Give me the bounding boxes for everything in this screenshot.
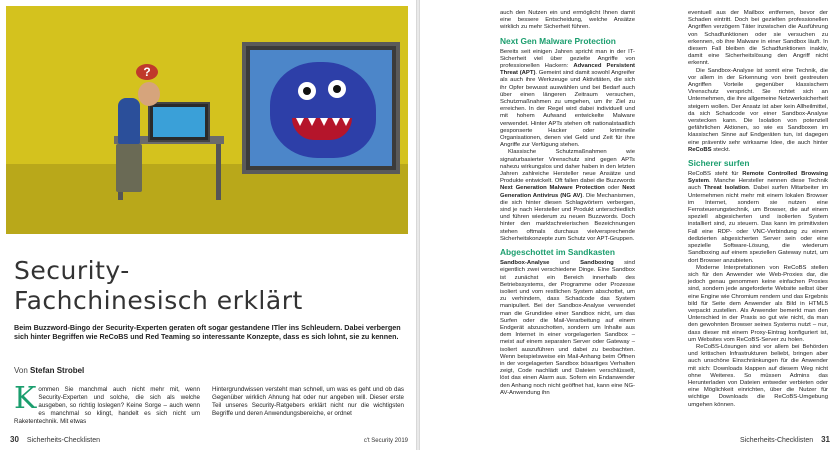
article-headline (14, 256, 404, 316)
right-column-2 (688, 10, 828, 409)
illustration-monitor (148, 102, 210, 142)
article-lead: Beim Buzzword-Bingo der Security-Experten geraten oft sogar gestandene ITler ins Schleudern. Dabei verbergen sich hinter Begriffen wie ReCoBS und Red Teaming so interessante Konzepte, dass es sich lohnt, sie zu kennen. (14, 323, 401, 341)
section-heading-next-gen: Next Gen Malware Protection (500, 35, 616, 46)
paragraph: ReCoBS-Lösungen sind vor allem bei Behörden und kritischen Infrastrukturen beliebt, bringen aber auch unschöne Einschränkungen für die Anwender mit sich: Downloads klappen auf diesem Weg nicht ohne Weiteres. So müssen Admins das Herunterladen von Dateien entweder verbieten oder eine Möglichkeit einrichten, über die Nutzer für wichtige Downloads die ReCoBS-Umgebung umgehen können. (688, 343, 828, 408)
page-number: 30 (10, 435, 19, 444)
folio-brand: c't Security 2019 (363, 438, 408, 444)
paragraph: Moderne Interpretationen von ReCoBS stellen sich für den Anwender wie Web-Proxies dar, die jedoch genau genommen keine einfachen Proxies sind, sondern jede angeforderte Website selbst über eine Engine wie Chromium rendern und das Ergebnis bild für Seite dem Anwender als Bild in HTML5 verpackt zustellen. Als Anwender bemerkt man den Unterschied in der Praxis so gut wie nicht, da man den gewohnten Browser seines Systems nutzt – nur, dass dieser mit einem Proxy-Eintrag konfiguriert ist, um Websites vom ReCoBS-Server zu holen. (688, 264, 828, 343)
monster-figure (270, 62, 376, 158)
author-prefix: Von (14, 366, 28, 375)
left-folio (10, 435, 100, 444)
folio-title: Sicherheits-Checklisten (739, 437, 814, 444)
headline-line-1: Security- (14, 256, 130, 285)
section-heading-surfen: Sicherer surfen (688, 158, 750, 169)
author-name: Stefan Strobel (30, 366, 85, 375)
illustration-floor (6, 164, 408, 234)
right-column-1 (500, 10, 635, 397)
body-column-2: Hintergrundwissen versteht man schnell, um was es geht und ob das Gegenüber wirklich Ahnung hat oder nur angeben will. Dieser erste Teil unseres Security-Ratgebers erklärt nicht nur die wichtigsten Begriffe und deren Anwendungsbereiche, er ordnet (212, 386, 404, 417)
paragraph: Bereits seit einigen Jahren spricht man in der IT-Sicherheit viel über gezielte Angriffe von professionellen Hackern: Advanced Persistent Threat (APT). Gemeint sind damit sowohl Angreifer als auch ihre Werkzeuge und Aktivitäten, die sich ihr Opfer bewusst auswählen und bei Bedarf auch über einen längeren Zeitraum versuchen, Schutzmaßnahmen zu umgehen, um ihr Ziel zu erreichen. In der Regel wird dabei individuell und mit hohem Aufwand entwickelte Malware verwendet. Hinter APTs stehen oft nationalstaatlich gesponserte Hacker oder kriminelle Organisationen, denen viel Geld und Zeit für ihre Angriffe zur Verfügung stehen. (500, 48, 636, 149)
person-body (118, 98, 140, 144)
folio-title: Sicherheits-Checklisten (26, 437, 101, 444)
paragraph: Klassische Schutzmaßnahmen wie signaturbasierter Virenschutz sind gegen APTs nahezu wirkungslos und daher haben in den letzten Jahren zahlreiche Hersteller neue Ansätze und Produkte entwickelt. Oft fallen dabei die Buzzwords Next Generation Malware Protection oder Next Generation Antivirus (NG AV). Die Mechanismen, die sich hinter diesen Schlagwörtern verbergen, sind je nach Hersteller und Produkt unterschiedlich und führen wiederum zu neuen Buzzwords. Doch hinter den marktschreierischen Bezeichnungen stehen oftmals durchaus vielversprechende Sicherheitskonzepte zum Schutz vor APT-Gruppen. (500, 149, 635, 242)
body-column-1 (14, 381, 200, 426)
page-number: 31 (821, 435, 830, 444)
body-column-1-text: ommen Sie manchmal auch nicht mehr mit, wenn Security-Experten und solche, die sich als welche ausgeben, so richtig loslegen? Keine Sorge – auch wenn es manchmal so klingt, handelt es sich nicht um Raketentechnik. Mit etwas (14, 386, 200, 425)
left-page (0, 0, 416, 450)
big-screen (242, 42, 400, 174)
article-illustration (6, 6, 408, 234)
monster-mouth (292, 118, 352, 140)
drop-cap: K (14, 381, 37, 416)
right-folio (740, 435, 830, 444)
author-line (14, 366, 84, 375)
paragraph: Die Sandbox-Analyse ist somit eine Technik, die vor allem in der Erkennung von breit gestreuten Angriffen Vorteile gegenüber klassischem Virenschutz verspricht. Sie richtet sich an Unternehmen, die ihre allgemeine Netzwerksicherheit steigern wollen. Der Ansatz ist aber kein Allheilmittel, da sich Schadcode vor einer Sandbox-Analyse verstecken kann. Die Isolation von potenziell gefährlichen Aktionen, so wie es Sandboxen im klassischen Sinne auf Endgeräten tun, ist dagegen eine präventiv sehr wirksame Idee, die auch hinter ReCoBS steckt. (688, 67, 828, 153)
paragraph: ReCoBS steht für Remote Controlled Browsing System. Manche Hersteller nennen diese Technik auch Threat Isolation. Dabei surfen Mitarbeiter im Unternehmen nicht mehr mit einem lokalen Browser im Internet, sondern sie nutzen eine Fernsteuerungstechnik, um Browser, die auf einem speziell abgesicherten und isolierten System installiert sind, zu steuern. Das kann im primitivsten Fall eine RDP- oder VNC-Verbindung zu einem dedizierten abgesicherten Server sein oder eine spezielle Software-Lösung, die wiederum Sandboxing auf einem speziellen Gateway nutzt, um dort Browser anzubieten. (688, 171, 828, 264)
question-mark-bubble-icon: ? (136, 64, 158, 80)
right-page (420, 0, 838, 450)
paragraph: eventuell aus der Mailbox entfernen, bevor der Schaden eintritt. Doch bei gezielten professionellen Angriffen verzögern Täter inzwischen die Ausführung von Schadfunktionen oder sie versuchen zu erkennen, ob ihre Malware in einer Sandbox läuft. In diesem Fall bleiben die Schadfunktionen inaktiv, damit eine Sicherheitslösung den Angriff nicht erkennt. (688, 10, 828, 67)
headline-line-2: Fachchinesisch erklärt (14, 286, 303, 315)
person-head (138, 82, 160, 106)
desk-leg (216, 144, 221, 200)
paragraph: auch den Nutzen ein und ermöglicht Ihnen damit eine bessere Entscheidung, welche Ansätze wirklich zu mehr Sicherheit führen. (500, 10, 635, 31)
person-legs (116, 144, 142, 192)
section-heading-sandbox: Abgeschottet im Sandkasten (500, 247, 615, 258)
paragraph: Sandbox-Analyse und Sandboxing sind eigentlich zwei verschiedene Dinge. Eine Sandbox ist zunächst ein Bereich innerhalb des Betriebssystems, der Programme oder Prozesse isoliert und vom restlichen System abschottet, um zu verhindern, dass Schadcode das System manipuliert. Bei der Sandbox-Analyse verwendet man die Grundidee einer Sandbox nicht, um das Surfen oder die Mail-Verarbeitung auf einem Endgerät abzuschotten, sondern um Inhalte aus dem Internet in einer vorgelagerten Sandbox – meist auf einem separaten Server oder Gateway – isoliert auszuführen und dabei zu beobachten. Wenn beispielsweise ein Mail-Anhang beim Öffnen in der vorgelagerten Sandbox bösartiges Verhalten zeigt, Code nachlädt und Dateien verschlüsselt, löst das einen Alarm aus. Sofern ein Endanwender den Anhang noch nicht geöffnet hat, kann eine NG-AV-Anwendung ihn (500, 260, 635, 396)
